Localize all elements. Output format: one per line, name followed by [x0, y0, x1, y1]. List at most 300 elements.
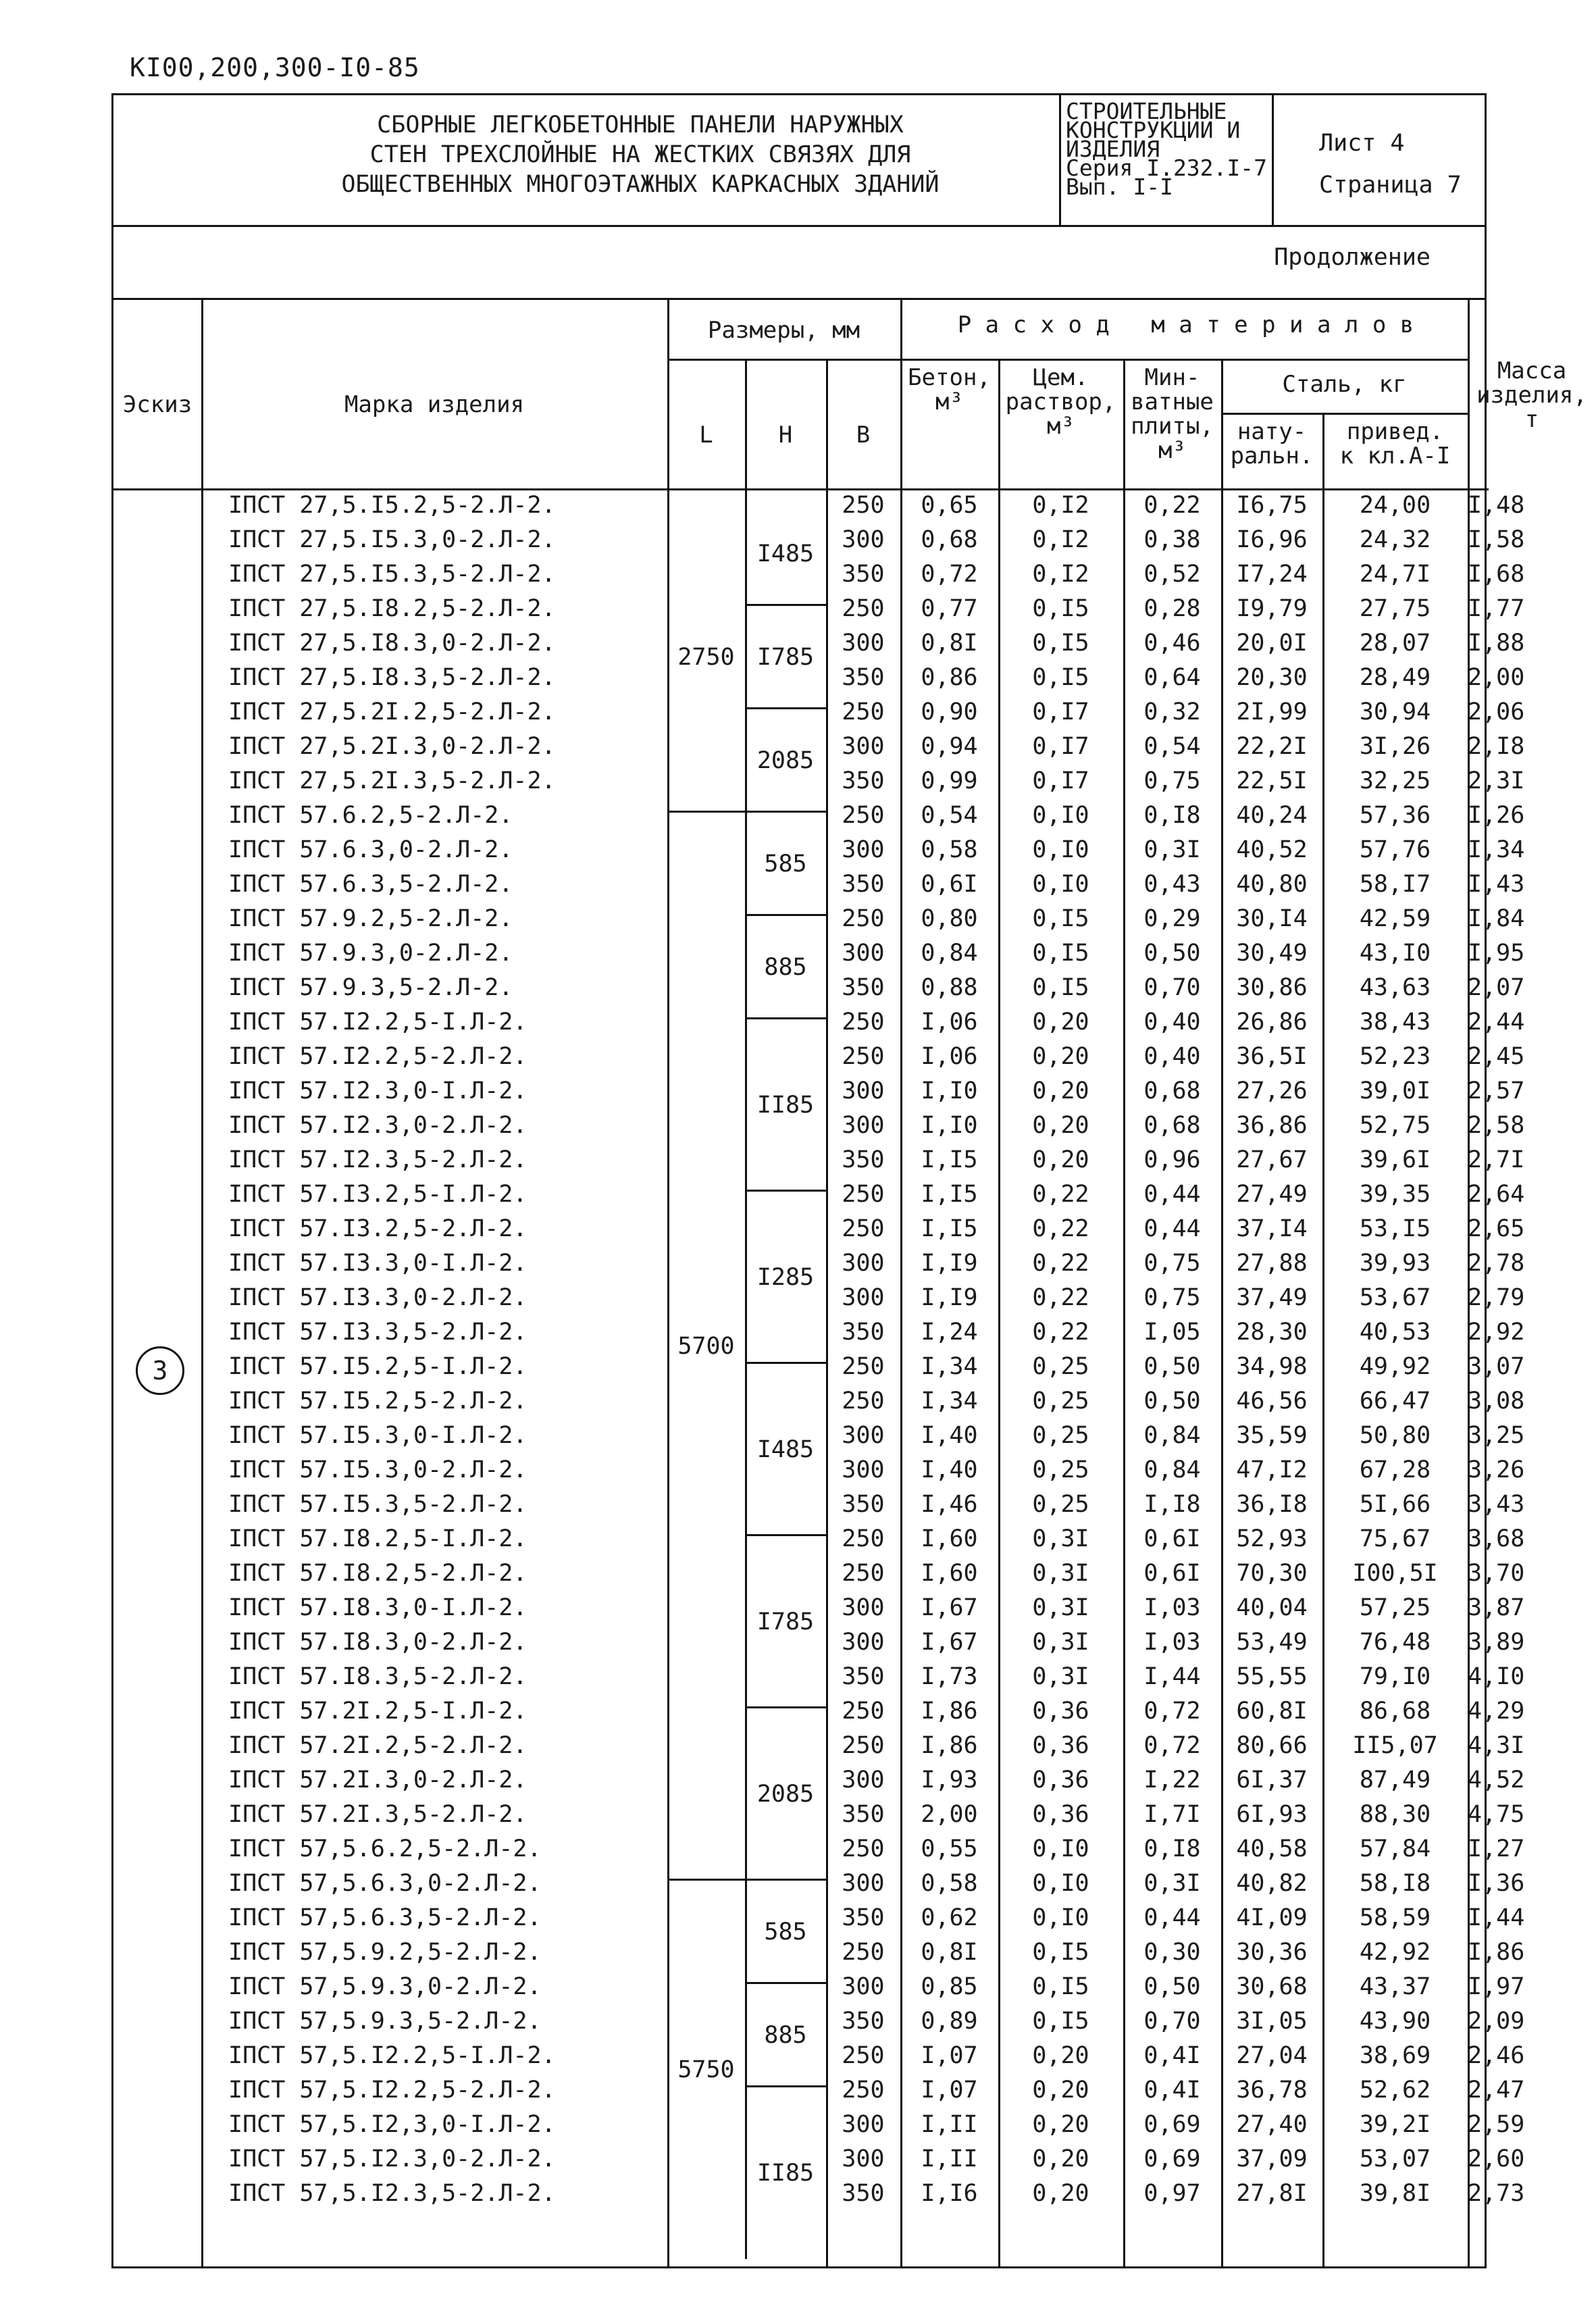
B-value: 300	[842, 1456, 885, 1483]
H-value: I285	[756, 1263, 815, 1291]
mass-value: 2,78	[1468, 1250, 1525, 1277]
header-steel-natural-line: нату-	[1237, 418, 1307, 445]
steel-natural-value: 20,30	[1236, 664, 1308, 691]
product-mark: IПСТ 57.I5.2,5-2.Л-2.	[228, 1388, 527, 1415]
concrete-value: I,I9	[921, 1250, 978, 1277]
mass-value: 2,00	[1468, 664, 1525, 691]
document-title	[201, 110, 1079, 199]
B-value: 300	[842, 836, 885, 863]
steel-reduced-value: 39,8I	[1359, 2180, 1431, 2207]
B-value: 250	[842, 1560, 885, 1587]
mass-value: 2,79	[1468, 1284, 1525, 1311]
sketch-number-circle: 3	[136, 1346, 184, 1395]
title-line: СБОРНЫЕ ЛЕГКОБЕТОННЫЕ ПАНЕЛИ НАРУЖНЫХ	[377, 111, 904, 138]
mass-value: 2,59	[1468, 2111, 1525, 2138]
concrete-value: 0,99	[921, 767, 978, 794]
mortar-value: 0,36	[1032, 1766, 1089, 1794]
H-group-line	[745, 1362, 826, 1364]
mass-value: 2,57	[1468, 1077, 1525, 1104]
mass-value: 2,60	[1468, 2145, 1525, 2172]
mineral-value: 0,68	[1143, 1077, 1201, 1104]
mortar-value: 0,36	[1032, 1732, 1089, 1759]
mass-value: 3,08	[1468, 1388, 1525, 1415]
steel-natural-value: 3I,05	[1236, 2008, 1308, 2035]
product-mark: IПСТ 57.6.2,5-2.Л-2.	[228, 802, 513, 829]
concrete-value: I,73	[921, 1663, 978, 1690]
title-line: СТЕН ТРЕХСЛОЙНЫЕ НА ЖЕСТКИХ СВЯЗЯХ ДЛЯ	[369, 141, 911, 168]
steel-natural-value: 60,8I	[1236, 1698, 1308, 1725]
B-value: 350	[842, 767, 885, 794]
mass-value: I,97	[1468, 1973, 1525, 2000]
mortar-value: 0,I0	[1032, 1904, 1089, 1931]
steel-natural-value: 34,98	[1236, 1353, 1308, 1380]
B-value: 350	[842, 664, 885, 691]
mass-value: I,26	[1468, 802, 1525, 829]
B-value: 300	[842, 1077, 885, 1104]
mass-value: 2,58	[1468, 1112, 1525, 1139]
concrete-value: I,40	[921, 1422, 978, 1449]
concrete-value: 0,8I	[921, 1939, 978, 1966]
mineral-value: 0,46	[1143, 630, 1201, 657]
steel-natural-value: 40,80	[1236, 871, 1308, 898]
B-value: 250	[842, 1009, 885, 1036]
mortar-value: 0,I2	[1032, 561, 1089, 588]
mortar-value: 0,25	[1032, 1353, 1089, 1380]
mortar-value: 0,I5	[1032, 595, 1089, 622]
concrete-value: I,07	[921, 2077, 978, 2104]
product-mark: IПСТ 57.I8.3,0-I.Л-2.	[228, 1594, 527, 1621]
product-mark: IПСТ 27,5.I5.3,0-2.Л-2.	[228, 526, 556, 553]
mass-value: I,68	[1468, 561, 1525, 588]
B-value: 350	[842, 1491, 885, 1518]
steel-reduced-value: 32,25	[1359, 767, 1431, 794]
steel-reduced-value: 57,76	[1359, 836, 1431, 863]
mineral-value: 0,40	[1143, 1043, 1201, 1070]
column-line	[826, 359, 828, 488]
mineral-value: I,03	[1143, 1594, 1201, 1621]
header-steel: Сталь, кг	[1282, 371, 1407, 398]
concrete-value: 0,90	[921, 698, 978, 726]
product-mark: IПСТ 57.I5.2,5-I.Л-2.	[228, 1353, 527, 1380]
mass-value: 2,73	[1468, 2180, 1525, 2207]
H-value: 2085	[756, 746, 815, 774]
steel-natural-value: I6,96	[1236, 526, 1308, 553]
mortar-value: 0,I0	[1032, 1870, 1089, 1897]
mass-value: 3,70	[1468, 1560, 1525, 1587]
mineral-value: 0,6I	[1143, 1560, 1201, 1587]
mineral-value: 0,44	[1143, 1904, 1201, 1931]
concrete-value: I,40	[921, 1456, 978, 1483]
header-mineral-line: плиты,	[1131, 413, 1214, 440]
mass-value: I,36	[1468, 1870, 1525, 1897]
product-mark: IПСТ 27,5.I5.2,5-2.Л-2.	[228, 492, 556, 519]
mineral-value: 0,40	[1143, 1009, 1201, 1036]
mortar-value: 0,22	[1032, 1181, 1089, 1208]
steel-reduced-value: 30,94	[1359, 698, 1431, 726]
B-value: 300	[842, 1973, 885, 2000]
mineral-value: 0,28	[1143, 595, 1201, 622]
mineral-value: 0,96	[1143, 1146, 1201, 1173]
mortar-value: 0,I0	[1032, 802, 1089, 829]
steel-natural-value: 22,5I	[1236, 767, 1308, 794]
concrete-value: 0,54	[921, 802, 978, 829]
mass-value: I,48	[1468, 492, 1525, 519]
H-group-line	[745, 811, 826, 813]
steel-natural-value: 53,49	[1236, 1629, 1308, 1656]
mass-value: I,34	[1468, 836, 1525, 863]
product-mark: IПСТ 57.9.3,5-2.Л-2.	[228, 974, 513, 1001]
concrete-value: I,34	[921, 1388, 978, 1415]
steel-natural-value: 40,58	[1236, 1835, 1308, 1862]
concrete-value: I,I5	[921, 1215, 978, 1242]
mineral-value: 0,70	[1143, 2008, 1201, 2035]
header-mortar-line: раствор,	[1005, 388, 1116, 415]
steel-reduced-value: 3I,26	[1359, 733, 1431, 760]
product-mark: IПСТ 57.6.3,0-2.Л-2.	[228, 836, 513, 863]
mortar-value: 0,I0	[1032, 836, 1089, 863]
steel-reduced-value: 53,67	[1359, 1284, 1431, 1311]
B-value: 250	[842, 802, 885, 829]
document-code: КI00,200,300-I0-85	[130, 53, 420, 82]
steel-reduced-value: 38,43	[1359, 1009, 1431, 1036]
mass-value: 3,26	[1468, 1456, 1525, 1483]
steel-reduced-value: 42,59	[1359, 905, 1431, 932]
product-mark: IПСТ 57.I5.3,0-2.Л-2.	[228, 1456, 527, 1483]
header-steel-reduced-line: привед.	[1346, 418, 1444, 445]
steel-natural-value: 37,I4	[1236, 1215, 1308, 1242]
H-group-line	[745, 1982, 826, 1984]
L-value: 2750	[677, 643, 735, 671]
mortar-value: 0,I2	[1032, 526, 1089, 553]
product-mark: IПСТ 27,5.I8.3,5-2.Л-2.	[228, 664, 556, 691]
concrete-value: 0,85	[921, 1973, 978, 2000]
steel-reduced-value: 58,59	[1359, 1904, 1431, 1931]
concrete-value: I,86	[921, 1698, 978, 1725]
concrete-value: 0,72	[921, 561, 978, 588]
mortar-value: 0,20	[1032, 2145, 1089, 2172]
mass-value: 4,3I	[1468, 1732, 1525, 1759]
mortar-value: 0,20	[1032, 2042, 1089, 2069]
mass-value: I,95	[1468, 940, 1525, 967]
steel-reduced-value: II5,07	[1352, 1732, 1438, 1759]
mineral-value: I,03	[1143, 1629, 1201, 1656]
mineral-value: 0,64	[1143, 664, 1201, 691]
product-mark: IПСТ 57.I5.3,0-I.Л-2.	[228, 1422, 527, 1449]
mortar-value: 0,3I	[1032, 1560, 1089, 1587]
mineral-value: 0,30	[1143, 1939, 1201, 1966]
mass-value: 4,29	[1468, 1698, 1525, 1725]
concrete-value: 0,89	[921, 2008, 978, 2035]
mass-value: I,58	[1468, 526, 1525, 553]
mass-value: I,27	[1468, 1835, 1525, 1862]
H-value: 885	[764, 953, 807, 981]
B-value: 250	[842, 1388, 885, 1415]
product-mark: IПСТ 57.I2.2,5-I.Л-2.	[228, 1009, 527, 1036]
B-value: 350	[842, 974, 885, 1001]
mass-value: 2,46	[1468, 2042, 1525, 2069]
B-value: 250	[842, 1215, 885, 1242]
H-value: I485	[756, 1435, 815, 1463]
product-mark: IПСТ 57.I3.2,5-I.Л-2.	[228, 1181, 527, 1208]
steel-reduced-value: 66,47	[1359, 1388, 1431, 1415]
mineral-value: I,I8	[1143, 1491, 1201, 1518]
row-line	[1221, 413, 1468, 415]
B-value: 250	[842, 1525, 885, 1552]
B-value: 300	[842, 630, 885, 657]
mass-value: 2,3I	[1468, 767, 1525, 794]
header-mass-line: т	[1524, 406, 1539, 433]
mortar-value: 0,I5	[1032, 630, 1089, 657]
product-mark: IПСТ 57.2I.2,5-2.Л-2.	[228, 1732, 527, 1759]
B-value: 250	[842, 492, 885, 519]
steel-reduced-value: 88,30	[1359, 1801, 1431, 1828]
mineral-value: 0,72	[1143, 1698, 1201, 1725]
header-mineral-line: Мин-	[1144, 364, 1200, 391]
steel-natural-value: 52,93	[1236, 1525, 1308, 1552]
divider	[113, 225, 1485, 227]
product-mark: IПСТ 57,5.6.3,5-2.Л-2.	[228, 1904, 542, 1931]
steel-reduced-value: 43,63	[1359, 974, 1431, 1001]
B-value: 300	[842, 526, 885, 553]
steel-natural-value: 70,30	[1236, 1560, 1308, 1587]
mortar-value: 0,25	[1032, 1491, 1089, 1518]
B-value: 350	[842, 871, 885, 898]
title-line: ОБЩЕСТВЕННЫХ МНОГОЭТАЖНЫХ КАРКАСНЫХ ЗДАНИЙ	[341, 171, 939, 198]
mortar-value: 0,I5	[1032, 905, 1089, 932]
concrete-value: I,60	[921, 1560, 978, 1587]
mortar-value: 0,20	[1032, 1043, 1089, 1070]
concrete-value: I,II	[921, 2145, 978, 2172]
B-value: 250	[842, 2077, 885, 2104]
product-mark: IПСТ 57.2I.3,0-2.Л-2.	[228, 1766, 527, 1794]
mass-value: 3,89	[1468, 1629, 1525, 1656]
mortar-value: 0,36	[1032, 1801, 1089, 1828]
mortar-value: 0,20	[1032, 1009, 1089, 1036]
header-mark: Марка изделия	[344, 391, 525, 418]
H-value: II85	[756, 2159, 815, 2187]
concrete-value: I,I6	[921, 2180, 978, 2207]
H-value: 885	[764, 2021, 807, 2049]
steel-natural-value: 40,52	[1236, 836, 1308, 863]
steel-reduced-value: 43,90	[1359, 2008, 1431, 2035]
product-mark: IПСТ 57.I8.2,5-2.Л-2.	[228, 1560, 527, 1587]
steel-reduced-value: 58,I7	[1359, 871, 1431, 898]
steel-reduced-value: 40,53	[1359, 1319, 1431, 1346]
B-value: 250	[842, 1698, 885, 1725]
steel-reduced-value: 24,00	[1359, 492, 1431, 519]
mortar-value: 0,I5	[1032, 2008, 1089, 2035]
concrete-value: 0,77	[921, 595, 978, 622]
steel-natural-value: 20,0I	[1236, 630, 1308, 657]
concrete-value: 0,55	[921, 1835, 978, 1862]
mass-value: I,84	[1468, 905, 1525, 932]
steel-reduced-value: 58,I8	[1359, 1870, 1431, 1897]
mineral-value: 0,22	[1143, 492, 1201, 519]
mass-value: I,86	[1468, 1939, 1525, 1966]
steel-natural-value: 27,67	[1236, 1146, 1308, 1173]
mineral-value: 0,54	[1143, 733, 1201, 760]
header-mortar-line: м³	[1047, 413, 1075, 440]
steel-reduced-value: 28,07	[1359, 630, 1431, 657]
header-steel-natural-line: ральн.	[1230, 442, 1314, 469]
mineral-value: 0,32	[1143, 698, 1201, 726]
mass-value: 2,92	[1468, 1319, 1525, 1346]
series-line: КОНСТРУКЦИИ И	[1066, 117, 1241, 143]
steel-reduced-value: 5I,66	[1359, 1491, 1431, 1518]
product-mark: IПСТ 57,5.I2.2,5-2.Л-2.	[228, 2077, 556, 2104]
column-line	[667, 298, 669, 2268]
mortar-value: 0,I0	[1032, 1835, 1089, 1862]
mineral-value: 0,69	[1143, 2111, 1201, 2138]
header-L: L	[699, 422, 713, 449]
series-line: СТРОИТЕЛЬНЫЕ	[1066, 98, 1227, 124]
B-value: 350	[842, 2008, 885, 2035]
mortar-value: 0,3I	[1032, 1525, 1089, 1552]
product-mark: IПСТ 27,5.2I.3,5-2.Л-2.	[228, 767, 556, 794]
header-B: B	[856, 422, 871, 449]
product-mark: IПСТ 57.I8.3,0-2.Л-2.	[228, 1629, 527, 1656]
steel-reduced-value: 42,92	[1359, 1939, 1431, 1966]
product-mark: IПСТ 27,5.2I.2,5-2.Л-2.	[228, 698, 556, 726]
steel-reduced-value: 50,80	[1359, 1422, 1431, 1449]
mortar-value: 0,20	[1032, 1146, 1089, 1173]
mineral-value: 0,50	[1143, 1353, 1201, 1380]
steel-natural-value: I7,24	[1236, 561, 1308, 588]
steel-natural-value: 36,5I	[1236, 1043, 1308, 1070]
B-value: 250	[842, 1181, 885, 1208]
mortar-value: 0,I7	[1032, 733, 1089, 760]
steel-natural-value: 40,24	[1236, 802, 1308, 829]
mineral-value: 0,50	[1143, 940, 1201, 967]
mortar-value: 0,I2	[1032, 492, 1089, 519]
B-value: 300	[842, 1870, 885, 1897]
series-line: Вып. I-I	[1066, 174, 1173, 200]
header-concrete-line: Бетон,	[908, 364, 991, 391]
steel-natural-value: 27,26	[1236, 1077, 1308, 1104]
mass-value: 3,68	[1468, 1525, 1525, 1552]
H-group-line	[745, 604, 826, 606]
steel-natural-value: 30,86	[1236, 974, 1308, 1001]
concrete-value: 0,58	[921, 1870, 978, 1897]
mineral-value: 0,4I	[1143, 2042, 1201, 2069]
steel-natural-value: 46,56	[1236, 1388, 1308, 1415]
steel-natural-value: 36,I8	[1236, 1491, 1308, 1518]
concrete-value: 0,86	[921, 664, 978, 691]
steel-natural-value: 37,09	[1236, 2145, 1308, 2172]
steel-reduced-value: 27,75	[1359, 595, 1431, 622]
product-mark: IПСТ 57,5.I2.2,5-I.Л-2.	[228, 2042, 556, 2069]
H-group-line	[745, 707, 826, 709]
steel-natural-value: 30,68	[1236, 1973, 1308, 2000]
mass-value: 2,09	[1468, 2008, 1525, 2035]
concrete-value: I,I9	[921, 1284, 978, 1311]
series-block	[1066, 98, 1268, 200]
mineral-value: 0,84	[1143, 1422, 1201, 1449]
steel-reduced-value: 39,2I	[1359, 2111, 1431, 2138]
mineral-value: 0,44	[1143, 1215, 1201, 1242]
H-value: 585	[764, 1918, 807, 1946]
header-mineral-line: ватные	[1131, 388, 1214, 415]
steel-reduced-value: 79,I0	[1359, 1663, 1431, 1690]
header-mortar-line: Цем.	[1033, 364, 1089, 391]
product-mark: IПСТ 27,5.I8.3,0-2.Л-2.	[228, 630, 556, 657]
steel-natural-value: 4I,09	[1236, 1904, 1308, 1931]
B-value: 250	[842, 905, 885, 932]
mortar-value: 0,I5	[1032, 940, 1089, 967]
concrete-value: I,67	[921, 1594, 978, 1621]
steel-reduced-value: 24,32	[1359, 526, 1431, 553]
steel-natural-value: 27,8I	[1236, 2180, 1308, 2207]
mineral-value: 0,68	[1143, 1112, 1201, 1139]
header-steel-natural	[1221, 420, 1322, 468]
mass-value: I,44	[1468, 1904, 1525, 1931]
row-line	[900, 359, 1468, 361]
header-concrete	[900, 365, 998, 414]
product-mark: IПСТ 57.I2.2,5-2.Л-2.	[228, 1043, 527, 1070]
steel-natural-value: 6I,37	[1236, 1766, 1308, 1794]
sheet-info	[1319, 122, 1462, 206]
mineral-value: 0,72	[1143, 1732, 1201, 1759]
steel-reduced-value: 28,49	[1359, 664, 1431, 691]
mineral-value: 0,52	[1143, 561, 1201, 588]
concrete-value: I,93	[921, 1766, 978, 1794]
steel-natural-value: 2I,99	[1236, 698, 1308, 726]
concrete-value: I,I5	[921, 1146, 978, 1173]
H-value: I785	[756, 1608, 815, 1635]
L-group-line	[667, 811, 745, 813]
B-value: 350	[842, 1663, 885, 1690]
mass-value: 2,45	[1468, 1043, 1525, 1070]
B-value: 300	[842, 1422, 885, 1449]
mortar-value: 0,25	[1032, 1388, 1089, 1415]
steel-reduced-value: 86,68	[1359, 1698, 1431, 1725]
steel-natural-value: 35,59	[1236, 1422, 1308, 1449]
concrete-value: 0,62	[921, 1904, 978, 1931]
product-mark: IПСТ 27,5.I5.3,5-2.Л-2.	[228, 561, 556, 588]
B-value: 300	[842, 1250, 885, 1277]
mass-value: 2,7I	[1468, 1146, 1525, 1173]
H-group-line	[745, 1706, 826, 1708]
B-value: 350	[842, 1801, 885, 1828]
steel-reduced-value: 39,6I	[1359, 1146, 1431, 1173]
mineral-value: 0,6I	[1143, 1525, 1201, 1552]
steel-reduced-value: 39,0I	[1359, 1077, 1431, 1104]
H-value: I485	[756, 540, 815, 567]
B-value: 250	[842, 1353, 885, 1380]
mortar-value: 0,22	[1032, 1250, 1089, 1277]
product-mark: IПСТ 57.I2.3,0-2.Л-2.	[228, 1112, 527, 1139]
mass-value: 3,43	[1468, 1491, 1525, 1518]
B-value: 250	[842, 1835, 885, 1862]
mortar-value: 0,36	[1032, 1698, 1089, 1725]
product-mark: IПСТ 57,5.9.3,5-2.Л-2.	[228, 2008, 542, 2035]
concrete-value: 0,68	[921, 526, 978, 553]
steel-natural-value: 40,04	[1236, 1594, 1308, 1621]
header-mineral	[1123, 365, 1221, 463]
concrete-value: 0,65	[921, 492, 978, 519]
B-value: 350	[842, 1146, 885, 1173]
steel-natural-value: 30,I4	[1236, 905, 1308, 932]
B-value: 250	[842, 1939, 885, 1966]
mass-value: 2,65	[1468, 1215, 1525, 1242]
product-mark: IПСТ 57.I8.3,5-2.Л-2.	[228, 1663, 527, 1690]
product-mark: IПСТ 57.I3.3,0-I.Л-2.	[228, 1250, 527, 1277]
concrete-value: I,86	[921, 1732, 978, 1759]
H-value: II85	[756, 1091, 815, 1119]
series-line: Серия I.232.I-7	[1066, 155, 1268, 181]
concrete-value: I,II	[921, 2111, 978, 2138]
mineral-value: 0,75	[1143, 767, 1201, 794]
